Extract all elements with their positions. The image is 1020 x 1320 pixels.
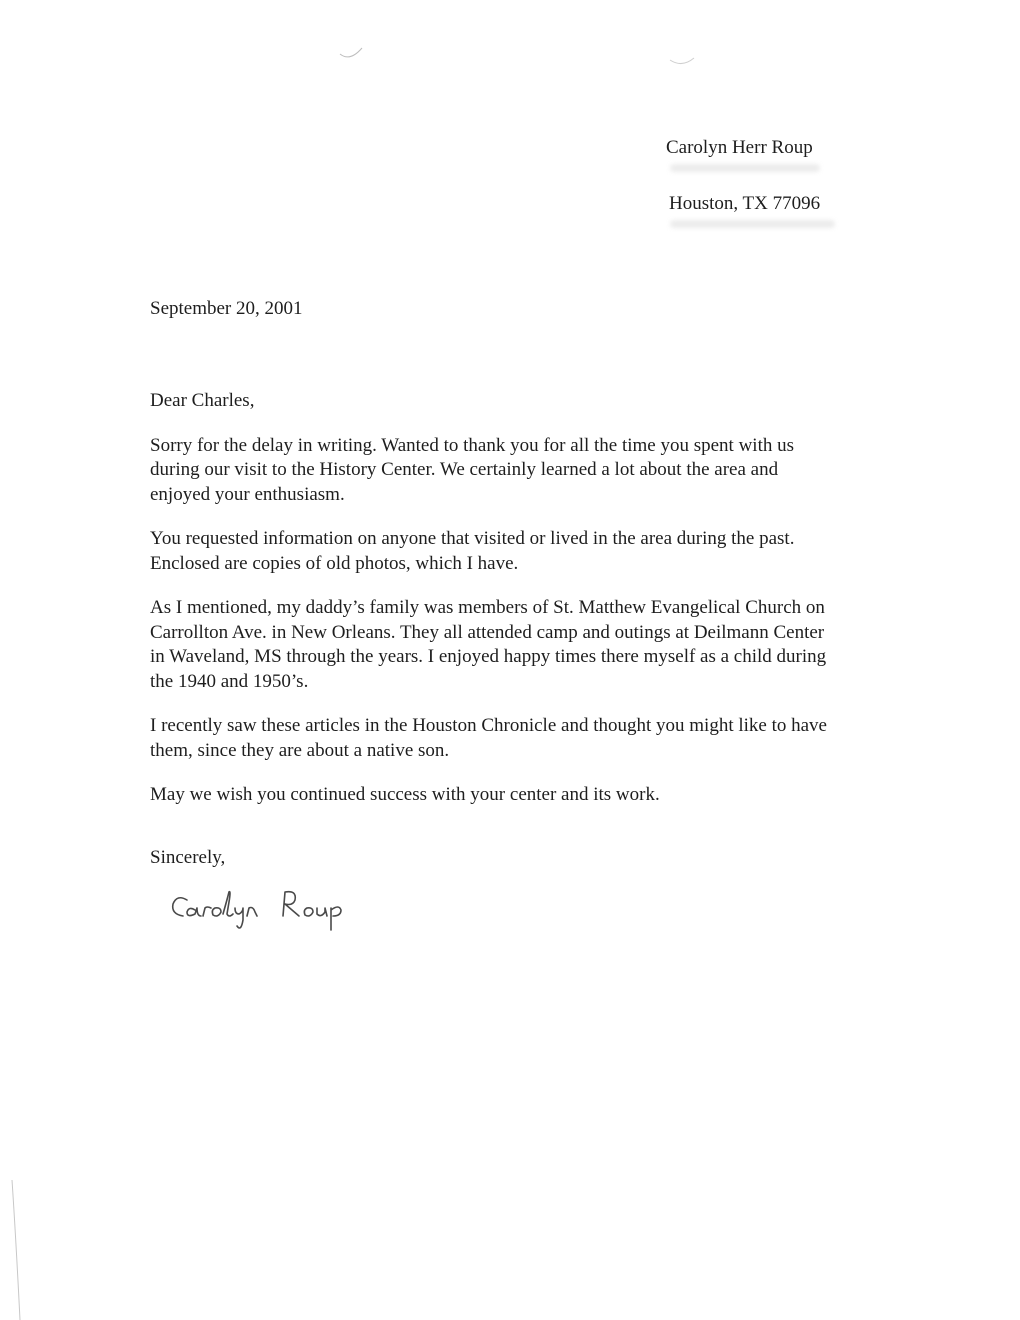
paragraph-line: in Waveland, MS through the years. I enjoyed happy times there myself as a child during [150,646,827,667]
sender-block [640,136,900,228]
paragraph-line: You requested information on anyone that visited or lived in the area during the past. [150,528,795,549]
paragraph-line: May we wish you continued success with your center and its work. [150,784,660,805]
scan-mark-right [668,52,698,70]
paragraph-line: during our visit to the History Center. We certainly learned a lot about the area and [150,459,779,480]
paragraph-line: I recently saw these articles in the Houston Chronicle and thought you might like to have [150,715,827,736]
scan-mark-left [338,44,368,62]
paragraph-line: As I mentioned, my daddy’s family was members of St. Matthew Evangelical Church on [150,597,825,618]
paragraph-line: Enclosed are copies of old photos, which I have. [150,552,519,574]
letter-body [150,389,880,828]
scan-edge-mark [2,1180,32,1320]
paragraph-line: them, since they are about a native son. [150,739,450,761]
paragraph-line: Sorry for the delay in writing. Wanted to thank you for all the time you spent with us [150,434,795,456]
redacted-address-line [670,164,820,172]
paragraph-line: Carrollton Ave. in New Orleans. They all attended camp and outings at Deilmann Center [150,621,825,643]
paragraph-line: the 1940 and 1950’s. [150,670,309,692]
paragraph-4 [150,714,880,763]
sender-city-line: Houston, TX 77096 [669,193,821,214]
salutation: Dear Charles, [150,390,255,411]
paragraph-line: enjoyed your enthusiasm. [150,483,345,505]
handwritten-signature [165,880,375,940]
paragraph-2 [150,527,880,576]
paragraph-1 [150,434,880,508]
redacted-phone-line [670,220,835,228]
paragraph-3 [150,596,880,694]
sender-name: Carolyn Herr Roup [666,137,813,158]
closing: Sincerely, [150,847,226,868]
paragraph-5 [150,783,880,808]
letter-date: September 20, 2001 [150,298,303,319]
